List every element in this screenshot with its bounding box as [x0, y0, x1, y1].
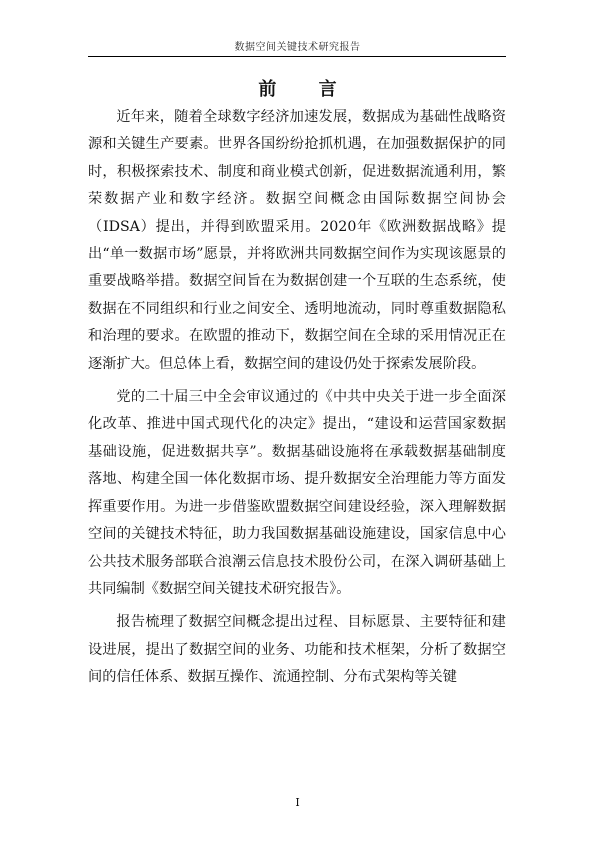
paragraph: 党的二十届三中全会审议通过的《中共中央关于进一步全面深化改革、推进中国式现代化的决定》提出，“建设和运营国家数据基础设施，促进数据共享”。数据基础设施将在承载数据基础制度落地、构建全国一体化数据市场、提升数据安全治理能力等方面发挥重要作用。为进一步借鉴欧盟数据空间建设经验，深入理解数据空间的关键技术特征，助力我国数据基础设施建设，国家信息中心公共技术服务部联合浪潮云信息技术股份公司，在深入调研基础上共同编制《数据空间关键技术研究报告》。: [88, 389, 506, 597]
page-number: I: [295, 796, 300, 809]
running-header: 数据空间关键技术研究报告: [234, 42, 361, 53]
header-divider: [88, 56, 506, 57]
paragraph: 报告梳理了数据空间概念提出过程、目标愿景、主要特征和建设进展，提出了数据空间的业务、功能和技术框架，分析了数据空间的信任体系、数据互操作、流通控制、分布式架构等关键: [88, 614, 506, 686]
body-text: [88, 104, 506, 698]
paragraph: 近年来，随着全球数字经济加速发展，数据成为基础性战略资源和关键生产要素。世界各国纷纷抢抓机遇，在加强数据保护的同时，积极探索技术、制度和商业模式创新，促进数据流通利用，繁荣数据产业和数字经济。数据空间概念由国际数据空间协会（IDSA）提出，并得到欧盟采用。2020年《欧洲数据战略》提出“单一数据市场”愿景，并将欧洲共同数据空间作为实现该愿景的重要战略举措。数据空间旨在为数据创建一个互联的生态系统，使数据在不同组织和行业之间安全、透明地流动，同时尊重数据隐私和治理的要求。在欧盟的推动下，数据空间在全球的采用情况正在逐渐扩大。但总体上看，数据空间的建设仍处于探索发展阶段。: [88, 109, 506, 372]
section-title: 前 言: [258, 79, 355, 100]
